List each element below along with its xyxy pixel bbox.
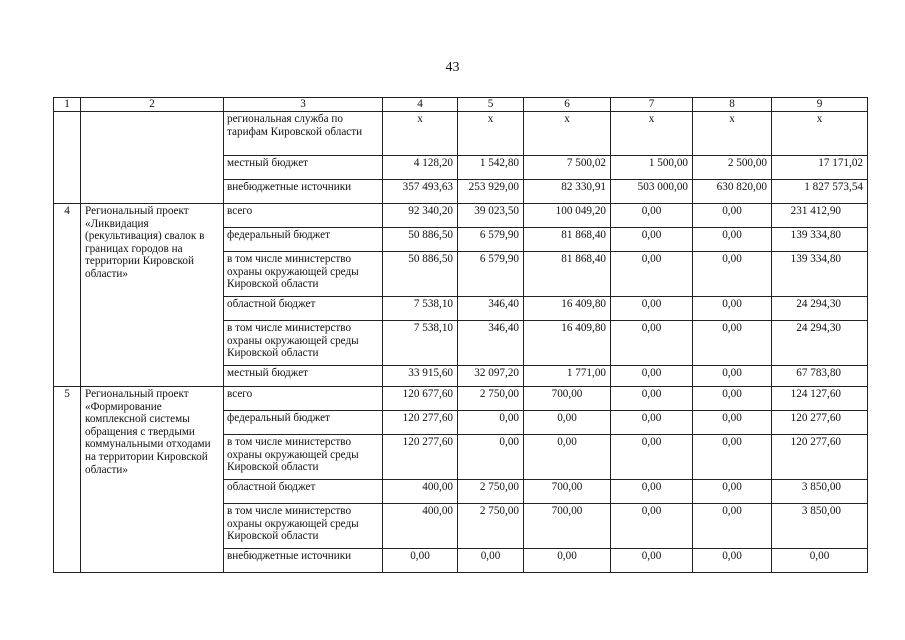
- value-cell: 6 579,90: [458, 228, 524, 252]
- value-cell: x: [611, 112, 693, 156]
- value-cell: 7 538,10: [383, 297, 458, 321]
- header-row: [54, 98, 868, 112]
- value-cell: 0,00: [611, 297, 693, 321]
- funding-source-cell: региональная служба по тарифам Кировской области: [224, 112, 383, 156]
- value-cell: 0,00: [458, 411, 524, 435]
- project-name-cell: Региональный проект «Ликвидация (рекультивация) свалок в границах городов на территории Кировской области»: [81, 204, 224, 387]
- value-cell: 503 000,00: [611, 180, 693, 204]
- value-cell: 0,00: [458, 549, 524, 573]
- value-cell: 400,00: [383, 504, 458, 549]
- value-cell: 0,00: [693, 297, 772, 321]
- value-cell: x: [383, 112, 458, 156]
- table-row: [54, 112, 868, 156]
- value-cell: 0,00: [693, 204, 772, 228]
- value-cell: 7 538,10: [383, 321, 458, 366]
- value-cell: 0,00: [611, 411, 693, 435]
- value-cell: 0,00: [693, 549, 772, 573]
- funding-source-cell: всего: [224, 204, 383, 228]
- value-cell: 0,00: [693, 321, 772, 366]
- value-cell: 0,00: [524, 411, 611, 435]
- value-cell: 0,00: [611, 435, 693, 480]
- value-cell: 100 049,20: [524, 204, 611, 228]
- value-cell: 0,00: [611, 228, 693, 252]
- header-cell: 7: [611, 98, 693, 112]
- row-number-cell: 4: [54, 204, 81, 387]
- row-number-cell: 5: [54, 387, 81, 573]
- value-cell: 120 277,60: [383, 411, 458, 435]
- value-cell: 16 409,80: [524, 297, 611, 321]
- value-cell: 92 340,20: [383, 204, 458, 228]
- value-cell: 24 294,30: [772, 321, 868, 366]
- value-cell: 0,00: [611, 480, 693, 504]
- value-cell: 2 750,00: [458, 480, 524, 504]
- value-cell: 346,40: [458, 321, 524, 366]
- value-cell: 3 850,00: [772, 504, 868, 549]
- value-cell: 24 294,30: [772, 297, 868, 321]
- project-name-cell: Региональный проект «Формирование комплексной системы обращения с твердыми коммунальными отходами на территории Кировской области»: [81, 387, 224, 573]
- value-cell: 0,00: [693, 480, 772, 504]
- value-cell: 120 277,60: [772, 411, 868, 435]
- table-row: [54, 387, 868, 411]
- value-cell: 0,00: [611, 366, 693, 387]
- value-cell: 1 500,00: [611, 156, 693, 180]
- value-cell: 50 886,50: [383, 228, 458, 252]
- value-cell: 1 827 573,54: [772, 180, 868, 204]
- value-cell: 346,40: [458, 297, 524, 321]
- value-cell: x: [458, 112, 524, 156]
- budget-table: [53, 97, 868, 573]
- value-cell: 0,00: [611, 204, 693, 228]
- header-cell: 1: [54, 98, 81, 112]
- value-cell: x: [693, 112, 772, 156]
- header-cell: 9: [772, 98, 868, 112]
- value-cell: 2 500,00: [693, 156, 772, 180]
- funding-source-cell: федеральный бюджет: [224, 228, 383, 252]
- value-cell: 81 868,40: [524, 228, 611, 252]
- value-cell: 7 500,02: [524, 156, 611, 180]
- value-cell: 253 929,00: [458, 180, 524, 204]
- value-cell: 700,00: [524, 504, 611, 549]
- value-cell: 17 171,02: [772, 156, 868, 180]
- funding-source-cell: всего: [224, 387, 383, 411]
- value-cell: 0,00: [383, 549, 458, 573]
- value-cell: 400,00: [383, 480, 458, 504]
- value-cell: 0,00: [693, 411, 772, 435]
- value-cell: 0,00: [693, 228, 772, 252]
- funding-source-cell: в том числе министерство охраны окружающей среды Кировской области: [224, 321, 383, 366]
- value-cell: 32 097,20: [458, 366, 524, 387]
- value-cell: 139 334,80: [772, 252, 868, 297]
- value-cell: 1 771,00: [524, 366, 611, 387]
- value-cell: 81 868,40: [524, 252, 611, 297]
- value-cell: 3 850,00: [772, 480, 868, 504]
- table-row: [54, 204, 868, 228]
- header-cell: 5: [458, 98, 524, 112]
- header-cell: 3: [224, 98, 383, 112]
- value-cell: 0,00: [611, 321, 693, 366]
- value-cell: 2 750,00: [458, 504, 524, 549]
- funding-source-cell: областной бюджет: [224, 480, 383, 504]
- funding-source-cell: в том числе министерство охраны окружающей среды Кировской области: [224, 252, 383, 297]
- value-cell: 0,00: [458, 435, 524, 480]
- value-cell: 0,00: [693, 504, 772, 549]
- value-cell: x: [524, 112, 611, 156]
- project-name-cell: [81, 112, 224, 204]
- value-cell: 120 677,60: [383, 387, 458, 411]
- value-cell: 1 542,80: [458, 156, 524, 180]
- funding-source-cell: в том числе министерство охраны окружающей среды Кировской области: [224, 435, 383, 480]
- header-cell: 8: [693, 98, 772, 112]
- funding-source-cell: внебюджетные источники: [224, 180, 383, 204]
- value-cell: 0,00: [611, 387, 693, 411]
- value-cell: 357 493,63: [383, 180, 458, 204]
- value-cell: 0,00: [693, 366, 772, 387]
- header-cell: 4: [383, 98, 458, 112]
- value-cell: 700,00: [524, 387, 611, 411]
- value-cell: 0,00: [524, 435, 611, 480]
- page-number: 43: [445, 60, 460, 75]
- value-cell: 50 886,50: [383, 252, 458, 297]
- value-cell: x: [772, 112, 868, 156]
- header-cell: 2: [81, 98, 224, 112]
- value-cell: 0,00: [611, 252, 693, 297]
- funding-source-cell: местный бюджет: [224, 156, 383, 180]
- value-cell: 2 750,00: [458, 387, 524, 411]
- value-cell: 231 412,90: [772, 204, 868, 228]
- funding-source-cell: в том числе министерство охраны окружающей среды Кировской области: [224, 504, 383, 549]
- value-cell: 0,00: [693, 387, 772, 411]
- value-cell: 0,00: [772, 549, 868, 573]
- value-cell: 0,00: [693, 252, 772, 297]
- value-cell: 4 128,20: [383, 156, 458, 180]
- value-cell: 0,00: [611, 549, 693, 573]
- funding-source-cell: внебюджетные источники: [224, 549, 383, 573]
- value-cell: 67 783,80: [772, 366, 868, 387]
- value-cell: 0,00: [611, 504, 693, 549]
- value-cell: 120 277,60: [772, 435, 868, 480]
- header-cell: 6: [524, 98, 611, 112]
- funding-source-cell: федеральный бюджет: [224, 411, 383, 435]
- funding-source-cell: областной бюджет: [224, 297, 383, 321]
- value-cell: 0,00: [524, 549, 611, 573]
- value-cell: 139 334,80: [772, 228, 868, 252]
- value-cell: 700,00: [524, 480, 611, 504]
- value-cell: 0,00: [693, 435, 772, 480]
- value-cell: 33 915,60: [383, 366, 458, 387]
- value-cell: 120 277,60: [383, 435, 458, 480]
- value-cell: 6 579,90: [458, 252, 524, 297]
- value-cell: 16 409,80: [524, 321, 611, 366]
- value-cell: 124 127,60: [772, 387, 868, 411]
- value-cell: 630 820,00: [693, 180, 772, 204]
- value-cell: 39 023,50: [458, 204, 524, 228]
- value-cell: 82 330,91: [524, 180, 611, 204]
- funding-source-cell: местный бюджет: [224, 366, 383, 387]
- row-number-cell: [54, 112, 81, 204]
